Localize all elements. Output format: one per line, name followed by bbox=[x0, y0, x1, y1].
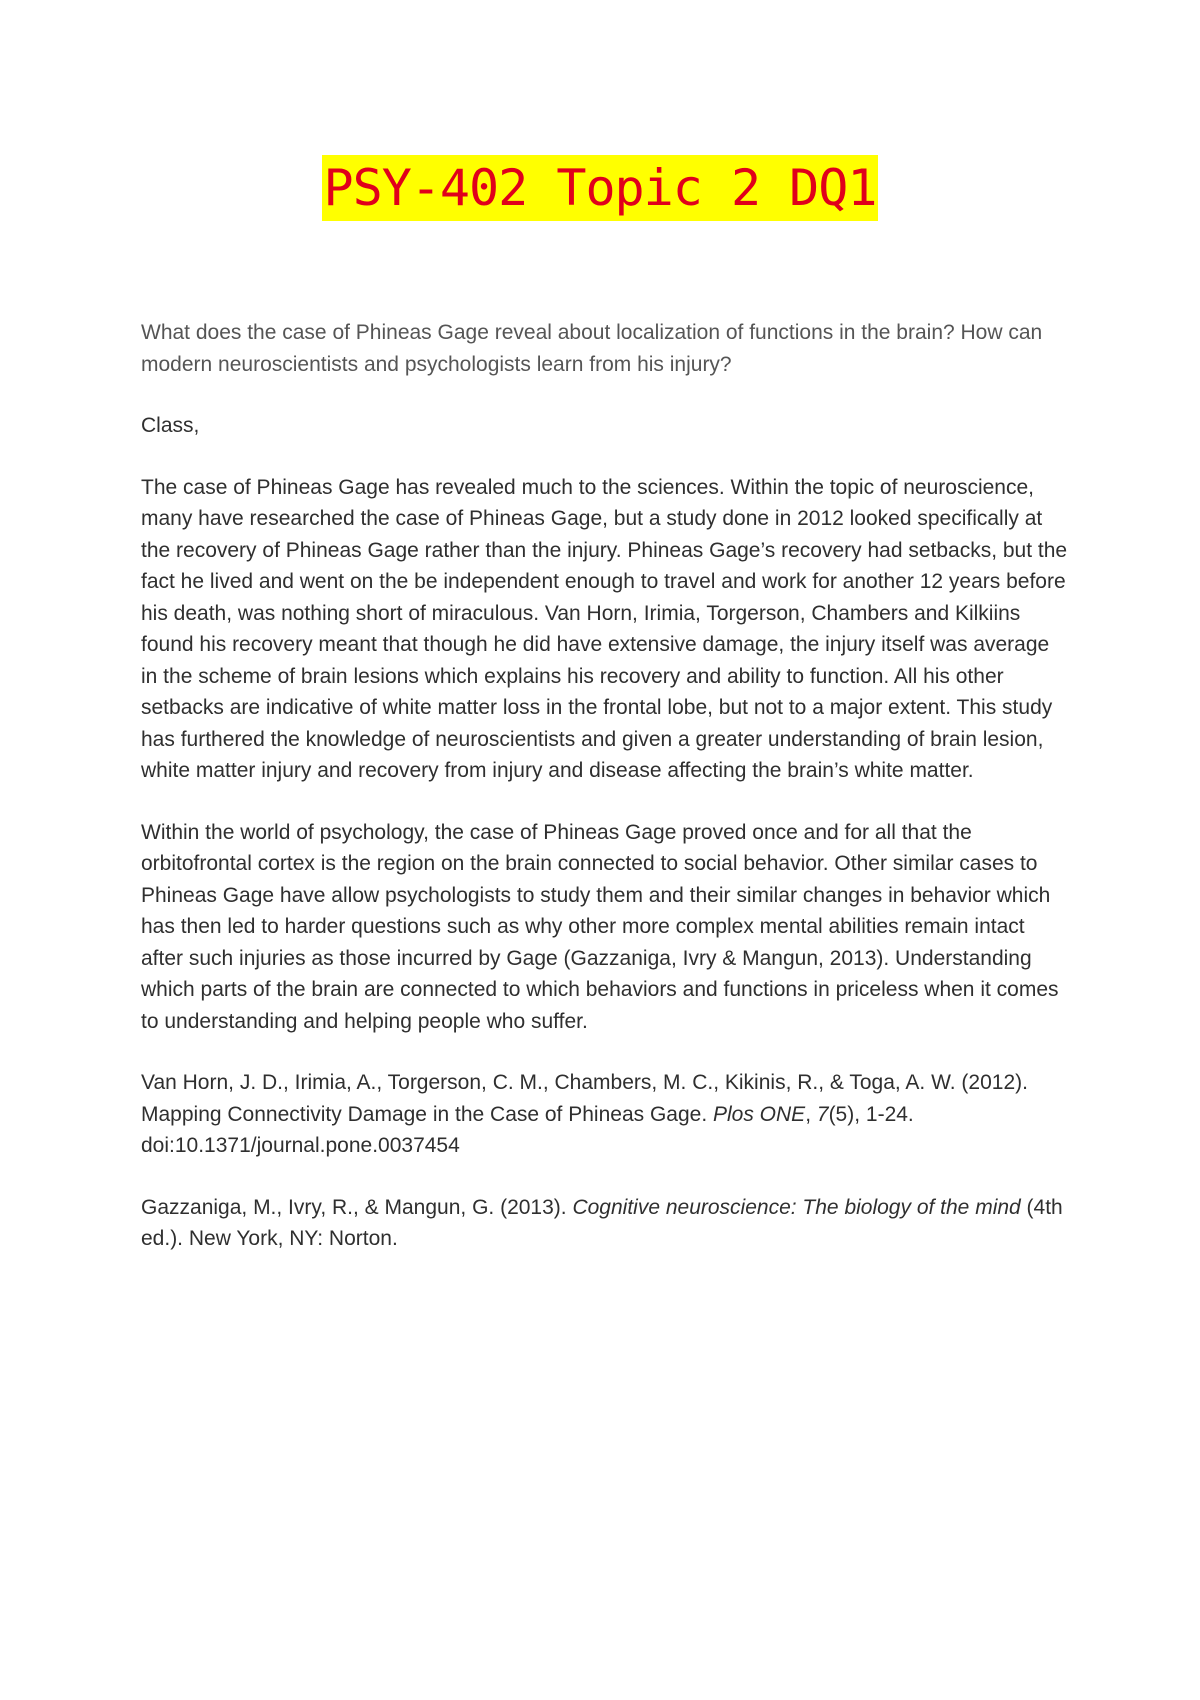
reference-book-title: Cognitive neuroscience: The biology of the mind bbox=[572, 1195, 1021, 1219]
title-container bbox=[0, 155, 1200, 221]
paragraph-neuroscience: The case of Phineas Gage has revealed much to the sciences. Within the topic of neuroscience, many have researched the case of Phineas Gage, but a study done in 2012 looked specifically at the recovery of Phineas Gage rather than the injury. Phineas Gage’s recovery had setbacks, but the fact he lived and went on the be independent enough to travel and work for another 12 years before his death, was nothing short of miraculous. Van Horn, Irimia, Torgerson, Chambers and Kilkiins found his recovery meant that though he did have extensive damage, the injury itself was average in the scheme of brain lesions which explains his recovery and ability to function. All his other setbacks are indicative of white matter loss in the frontal lobe, but not to a major extent. This study has furthered the knowledge of neuroscientists and given a greater understanding of brain lesion, white matter injury and recovery from injury and disease affecting the brain’s white matter. bbox=[141, 475, 1068, 782]
discussion-question: What does the case of Phineas Gage reveal about localization of functions in the brain? How can modern neuroscientists and psychologists learn from his injury? bbox=[141, 321, 1043, 376]
reference-text: Van Horn, J. D., Irimia, A., Torgerson, C. M., Chambers, M. C., Kikinis, R., & Toga, A. W. (2012). Mapping Connectivity Damage in the Case of Phineas Gage. bbox=[141, 1071, 1028, 1126]
paragraph-psychology: Within the world of psychology, the case of Phineas Gage proved once and for all that the orbitofrontal cortex is the region on the brain connected to social behavior. Other similar cases to Phineas Gage have allow psychologists to study them and their similar changes in behavior which has then led to harder questions such as why other more complex mental abilities remain intact after such injuries as those incurred by Gage (Gazzaniga, Ivry & Mangun, 2013). Understanding which parts of the brain are connected to which behaviors and functions in priceless when it comes to understanding and helping people who suffer. bbox=[141, 820, 1059, 1033]
reference-text: , bbox=[805, 1102, 817, 1126]
reference-text: Gazzaniga, M., Ivry, R., & Mangun, G. (2013). bbox=[141, 1195, 573, 1219]
reference-volume: 7 bbox=[816, 1102, 829, 1126]
reference-van-horn bbox=[141, 1067, 1071, 1162]
document-body bbox=[141, 317, 1071, 1285]
reference-gazzaniga bbox=[141, 1192, 1071, 1255]
reference-text: (5), 1-24. doi:10.1371/journal.pone.0037454 bbox=[141, 1102, 914, 1157]
greeting: Class, bbox=[141, 414, 200, 437]
reference-journal: Plos ONE bbox=[713, 1102, 806, 1126]
document-title: PSY-402 Topic 2 DQ1 bbox=[322, 155, 879, 221]
reference-text: (4th ed.). New York, NY: Norton. bbox=[141, 1195, 1063, 1250]
